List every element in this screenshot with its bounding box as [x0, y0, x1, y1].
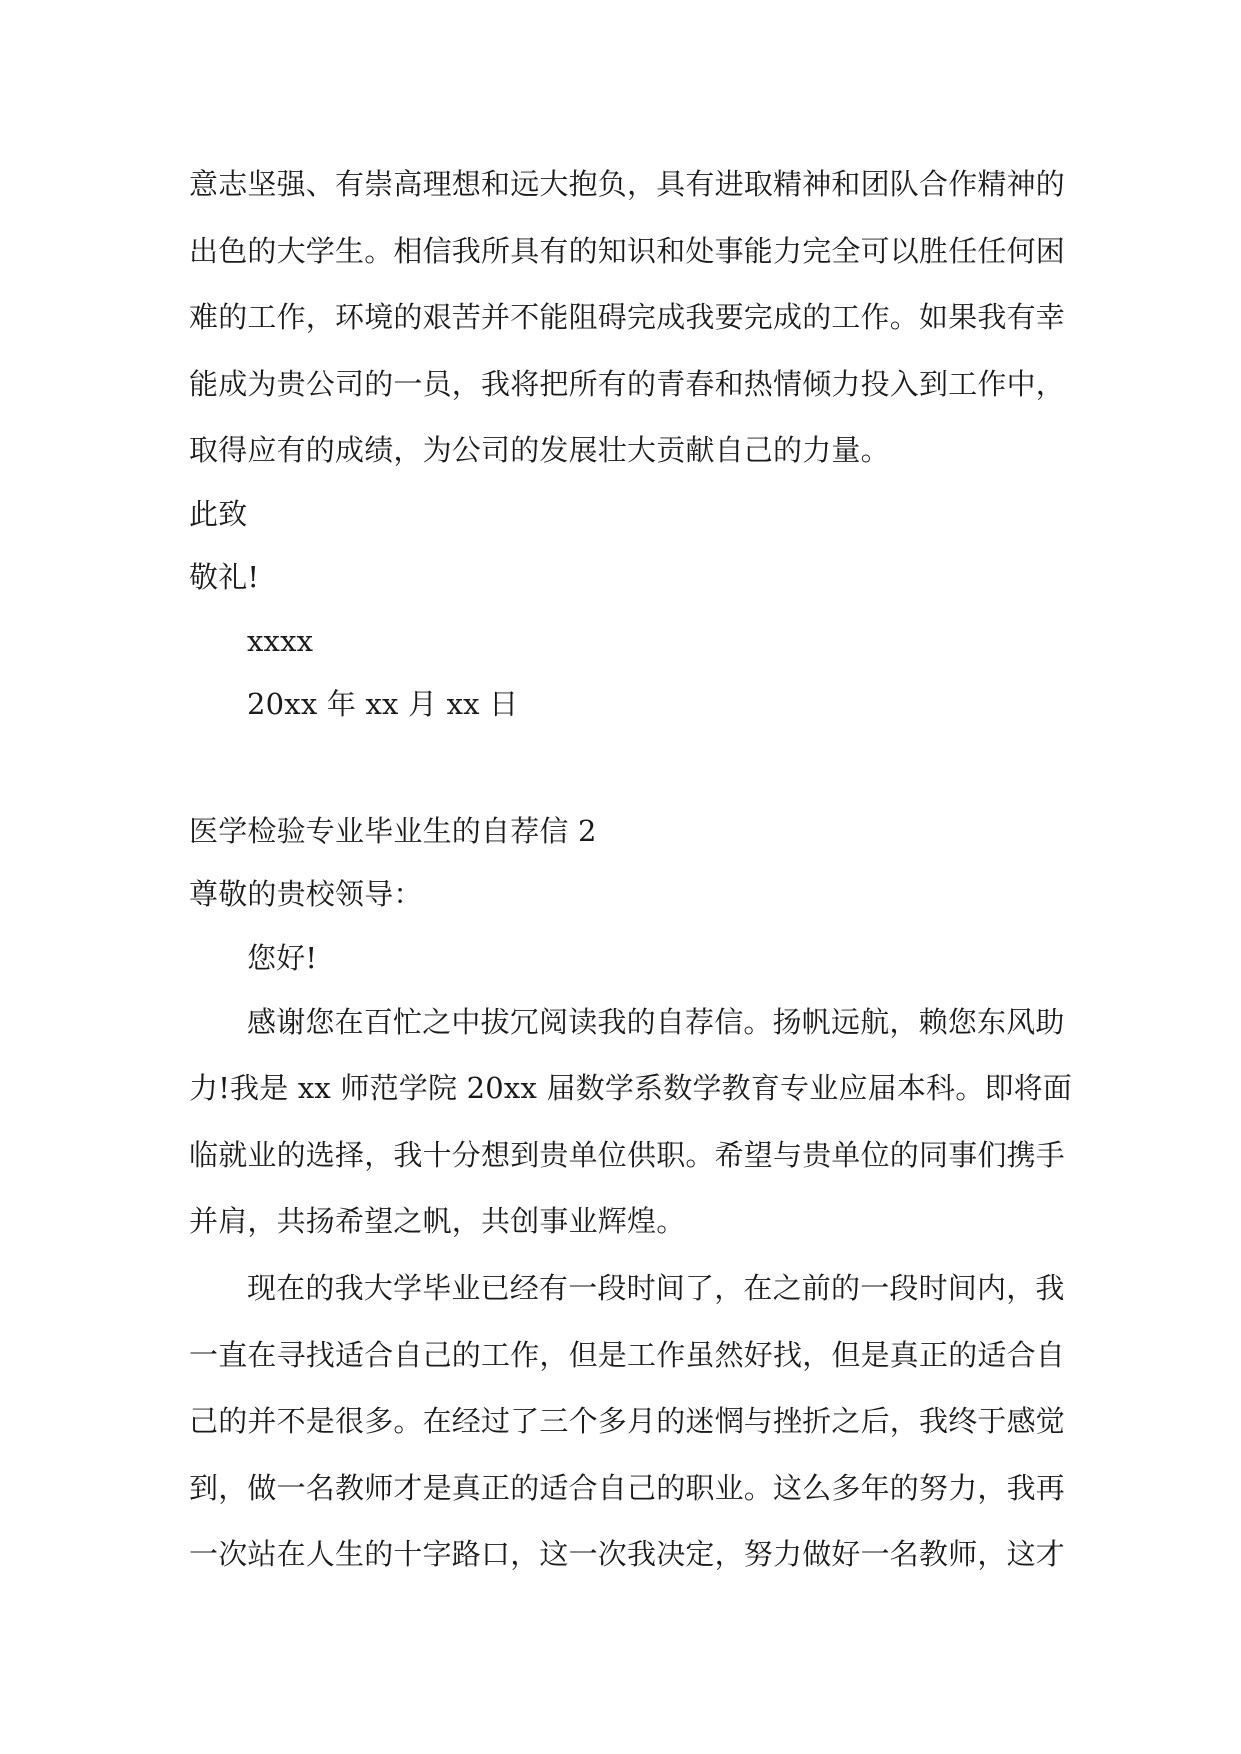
letter1-date: 20xx 年 xx 月 xx 日 [247, 687, 519, 721]
letter2-addressee: 尊敬的贵校领导： [189, 877, 423, 911]
letter1-paragraph-line-3: 难的工作，环境的艰苦并不能阻碍完成我要完成的工作。如果我有幸 [189, 300, 1066, 334]
letter2-paragraph1-line-2: 力!我是 xx 师范学院 20xx 届数学系数学教育专业应届本科。即将面 [189, 1071, 1073, 1105]
letter2-greeting: 您好! [247, 941, 318, 975]
letter2-paragraph2-line-5: 一次站在人生的十字路口，这一次我决定，努力做好一名教师，这才 [189, 1537, 1066, 1571]
letter1-paragraph-line-1: 意志坚强、有崇高理想和远大抱负，具有进取精神和团队合作精神的 [189, 167, 1066, 201]
letter2-paragraph2-line-3: 己的并不是很多。在经过了三个多月的迷惘与挫折之后，我终于感觉 [189, 1404, 1066, 1438]
letter2-title: 医学检验专业毕业生的自荐信 2 [189, 814, 597, 848]
letter2-paragraph2-line-1: 现在的我大学毕业已经有一段时间了，在之前的一段时间内，我 [247, 1271, 1065, 1305]
letter2-paragraph1-line-4: 并肩，共扬希望之帆，共创事业辉煌。 [189, 1204, 686, 1238]
letter1-salutation-2: 敬礼! [189, 560, 260, 594]
letter1-paragraph-line-5: 取得应有的成绩，为公司的发展壮大贡献自己的力量。 [189, 433, 890, 467]
letter2-paragraph2-line-4: 到，做一名教师才是真正的适合自己的职业。这么多年的努力，我再 [189, 1471, 1066, 1505]
letter2-paragraph2-line-2: 一直在寻找适合自己的工作，但是工作虽然好找，但是真正的适合自 [189, 1338, 1066, 1372]
letter2-paragraph1-line-3: 临就业的选择，我十分想到贵单位供职。希望与贵单位的同事们携手 [189, 1138, 1066, 1172]
letter1-salutation-1: 此致 [189, 497, 248, 531]
letter1-paragraph-line-2: 出色的大学生。相信我所具有的知识和处事能力完全可以胜任任何困 [189, 234, 1066, 268]
letter1-paragraph-line-4: 能成为贵公司的一员，我将把所有的青春和热情倾力投入到工作中， [189, 367, 1066, 401]
letter2-paragraph1-line-1: 感谢您在百忙之中拔冗阅读我的自荐信。扬帆远航，赖您东风助 [247, 1005, 1065, 1039]
letter1-signature: xxxx [247, 624, 314, 658]
